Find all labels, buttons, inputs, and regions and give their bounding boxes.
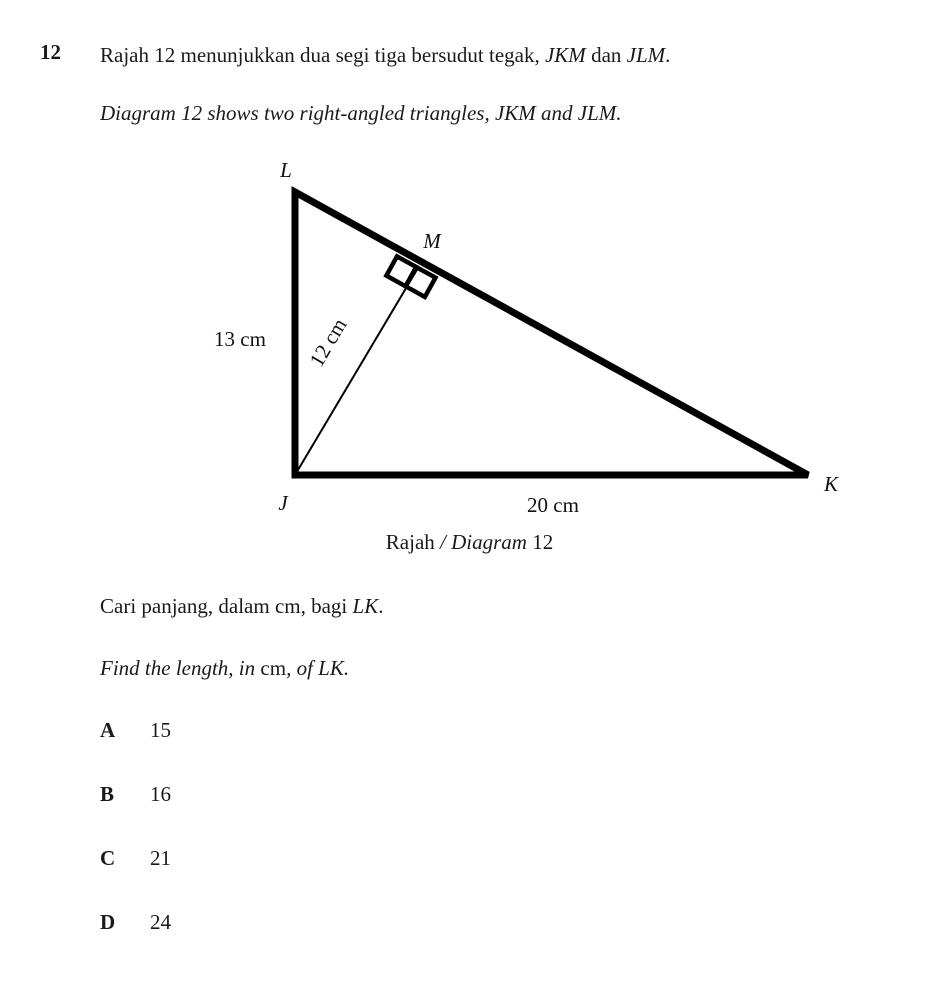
question-number: 12 — [40, 40, 61, 64]
vertex-label-K: K — [823, 472, 839, 496]
vertex-label-J: J — [278, 491, 288, 515]
caption-separator-english: / Diagram — [440, 530, 527, 554]
vertex-label-L: L — [280, 158, 292, 182]
question-prompt-english: Diagram 12 shows two right-angled triangles, JKM and JLM. — [100, 101, 622, 125]
find-malay-segment: LK — [352, 594, 379, 618]
option-letter-d: D — [100, 910, 116, 934]
segment-JM — [295, 268, 418, 475]
find-malay-part1: Cari panjang, dalam cm, bagi — [100, 594, 353, 618]
caption-malay: Rajah — [385, 530, 441, 554]
vertex-label-M: M — [423, 229, 441, 253]
option-value-a: 15 — [150, 718, 171, 742]
answer-option-a[interactable] — [100, 718, 171, 743]
find-malay-period: . — [378, 594, 384, 618]
option-letter-b: B — [100, 782, 115, 806]
prompt-malay-triangle-1: JKM — [544, 43, 586, 67]
prompt-malay-conjunction: dan — [585, 43, 627, 67]
triangle-JLK — [295, 192, 808, 475]
find-instruction-english — [100, 656, 349, 681]
diagram-12 — [0, 150, 939, 525]
option-value-d: 24 — [150, 910, 171, 934]
answer-option-b[interactable] — [100, 782, 171, 807]
measurement-label-JM: 12 cm — [304, 313, 352, 371]
question-prompt-malay — [100, 42, 670, 68]
caption-number: 12 — [526, 530, 554, 554]
find-instruction-malay — [100, 594, 383, 619]
prompt-malay-period: . — [665, 43, 671, 67]
measurement-label-JK: 20 cm — [527, 493, 579, 517]
answer-option-c[interactable] — [100, 846, 171, 871]
answer-option-d[interactable] — [100, 910, 171, 935]
diagram-caption — [0, 530, 939, 555]
measurement-label-JL: 13 cm — [214, 327, 266, 351]
find-english-part2: , of LK. — [286, 656, 350, 680]
prompt-malay-triangle-2: JLM — [626, 43, 666, 67]
option-value-c: 21 — [150, 846, 171, 870]
option-letter-c: C — [100, 846, 116, 870]
option-letter-a: A — [100, 718, 116, 742]
option-value-b: 16 — [150, 782, 171, 806]
prompt-malay-part1: Rajah 12 menunjukkan dua segi tiga bersudut tegak, — [100, 43, 545, 67]
find-english-part1: Find the length, in — [100, 656, 261, 680]
find-english-unit: cm — [260, 656, 287, 680]
